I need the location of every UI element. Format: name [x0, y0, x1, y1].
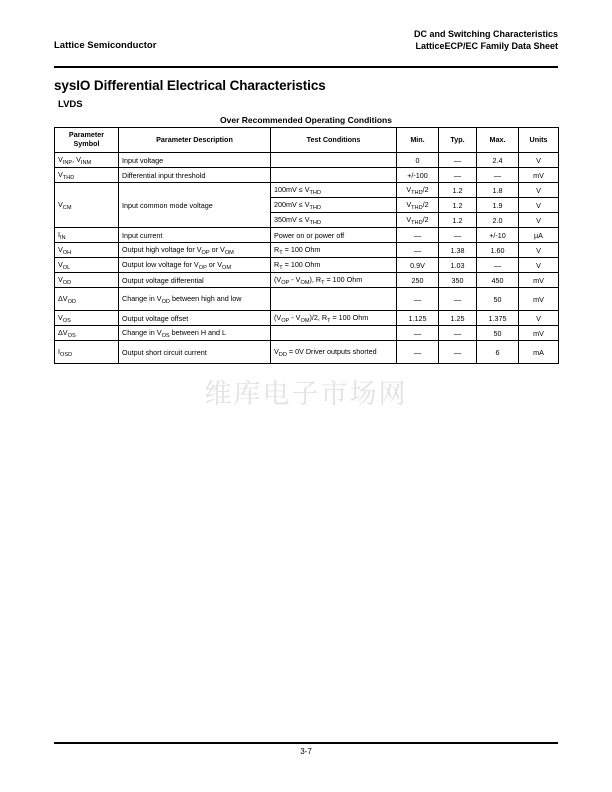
page-title: sysIO Differential Electrical Characteristics [54, 78, 326, 93]
cell-min-value: $V_{THD}/2$ [397, 198, 439, 213]
cell-units: µA [519, 228, 559, 243]
cell-parameter-symbol: $V_{THD}$ [55, 168, 119, 183]
company-name: Lattice Semiconductor [54, 40, 157, 52]
cell-units: V [519, 258, 559, 273]
cell-units: mV [519, 326, 559, 341]
table-body [55, 153, 559, 364]
cell-parameter-description: Input common mode voltage [119, 183, 271, 228]
column-header-units: Units [519, 128, 559, 153]
cell-test-conditions: $100mV \le V_{THD}$ [271, 183, 397, 198]
cell-test-conditions [271, 288, 397, 311]
cell-min-value: — [397, 326, 439, 341]
table-caption: Over Recommended Operating Conditions [220, 115, 392, 125]
footer-divider [54, 742, 558, 744]
column-header-conditions: Test Conditions [271, 128, 397, 153]
cell-test-conditions: $(V_{OP} - V_{OM})/2$, $R_T = 100$ Ohm [271, 311, 397, 326]
lvds-specification-table [54, 127, 559, 364]
cell-min-value: — [397, 288, 439, 311]
cell-parameter-symbol: $I_{IN}$ [55, 228, 119, 243]
cell-parameter-description: Output short circuit current [119, 341, 271, 364]
table-row [55, 258, 559, 273]
cell-typ-value: 1.38 [439, 243, 477, 258]
cell-max-value: 1.8 [477, 183, 519, 198]
column-header-symbol [55, 128, 119, 153]
cell-max-value: 1.60 [477, 243, 519, 258]
cell-parameter-description: Output low voltage for $V_{OP}$ or $V_{OM}$ [119, 258, 271, 273]
document-family-name: LatticeECP/EC Family Data Sheet [415, 41, 558, 52]
cell-min-value: 0 [397, 153, 439, 168]
cell-max-value: 450 [477, 273, 519, 288]
cell-typ-value: — [439, 168, 477, 183]
cell-max-value: 50 [477, 288, 519, 311]
cell-parameter-symbol: $V_{OS}$ [55, 311, 119, 326]
cell-test-conditions: $(V_{OP} - V_{OM})$, $R_T = 100$ Ohm [271, 273, 397, 288]
watermark: 维库电子市场网 [204, 379, 408, 410]
cell-test-conditions [271, 168, 397, 183]
cell-parameter-symbol: $V_{INP}$, $V_{INM}$ [55, 153, 119, 168]
cell-parameter-description: Input voltage [119, 153, 271, 168]
column-header-typ: Typ. [439, 128, 477, 153]
cell-max-value: 2.0 [477, 213, 519, 228]
cell-max-value: 50 [477, 326, 519, 341]
table-row [55, 153, 559, 168]
cell-max-value: 2.4 [477, 153, 519, 168]
cell-typ-value: — [439, 288, 477, 311]
cell-parameter-description: Differential input threshold [119, 168, 271, 183]
cell-parameter-description: Output high voltage for $V_{OP}$ or $V_{OM}$ [119, 243, 271, 258]
cell-parameter-symbol: $V_{OD}$ [55, 273, 119, 288]
cell-min-value: — [397, 228, 439, 243]
header-divider [54, 66, 558, 68]
cell-min-value: $V_{THD}/2$ [397, 213, 439, 228]
cell-parameter-symbol: $\Delta V_{OS}$ [55, 326, 119, 341]
cell-parameter-symbol: $\Delta V_{OD}$ [55, 288, 119, 311]
cell-typ-value: 350 [439, 273, 477, 288]
cell-max-value: +/-10 [477, 228, 519, 243]
cell-typ-value: 1.25 [439, 311, 477, 326]
cell-test-conditions: $200mV \le V_{THD}$ [271, 198, 397, 213]
cell-parameter-description: Change in $V_{OD}$ between high and low [119, 288, 271, 311]
page-number: 3-7 [300, 747, 312, 756]
table-row [55, 273, 559, 288]
cell-typ-value: 1.2 [439, 183, 477, 198]
cell-units: V [519, 183, 559, 198]
document-title-block [414, 28, 558, 52]
cell-typ-value: — [439, 153, 477, 168]
cell-min-value: 1.125 [397, 311, 439, 326]
cell-test-conditions [271, 326, 397, 341]
cell-typ-value: 1.2 [439, 213, 477, 228]
cell-test-conditions: $R_T = 100$ Ohm [271, 243, 397, 258]
cell-max-value: — [477, 258, 519, 273]
table-row [55, 228, 559, 243]
table-row [55, 183, 559, 198]
cell-min-value: — [397, 243, 439, 258]
cell-units: V [519, 153, 559, 168]
cell-test-conditions: Power on or power off [271, 228, 397, 243]
cell-typ-value: — [439, 228, 477, 243]
cell-typ-value: 1.03 [439, 258, 477, 273]
table-row [55, 311, 559, 326]
cell-parameter-description: Input current [119, 228, 271, 243]
cell-units: V [519, 243, 559, 258]
cell-test-conditions: $R_T = 100$ Ohm [271, 258, 397, 273]
cell-test-conditions [271, 153, 397, 168]
cell-parameter-description: Change in $V_{OS}$ between H and L [119, 326, 271, 341]
cell-max-value: 1.375 [477, 311, 519, 326]
document-section-name: DC and Switching Characteristics [413, 29, 558, 39]
cell-test-conditions: $350mV \le V_{THD}$ [271, 213, 397, 228]
cell-parameter-symbol: $I_{OSD}$ [55, 341, 119, 364]
table-row [55, 326, 559, 341]
cell-parameter-symbol: $V_{OH}$ [55, 243, 119, 258]
cell-max-value: — [477, 168, 519, 183]
subsection-title: LVDS [58, 99, 83, 110]
cell-units: V [519, 198, 559, 213]
cell-max-value: 6 [477, 341, 519, 364]
cell-min-value: $V_{THD}/2$ [397, 183, 439, 198]
cell-units: mV [519, 168, 559, 183]
table-row [55, 243, 559, 258]
table-header-row [55, 128, 559, 153]
cell-units: mV [519, 288, 559, 311]
column-header-symbol-line2: Symbol [73, 139, 100, 148]
column-header-symbol-line1: Parameter [68, 130, 105, 140]
cell-units: V [519, 213, 559, 228]
cell-typ-value: 1.2 [439, 198, 477, 213]
cell-typ-value: — [439, 326, 477, 341]
cell-min-value: +/-100 [397, 168, 439, 183]
page-header [54, 28, 558, 52]
cell-parameter-description: Output voltage differential [119, 273, 271, 288]
cell-min-value: — [397, 341, 439, 364]
table-row [55, 341, 559, 364]
column-header-min: Min. [397, 128, 439, 153]
cell-parameter-description: Output voltage offset [119, 311, 271, 326]
cell-max-value: 1.9 [477, 198, 519, 213]
cell-parameter-symbol: $V_{CM}$ [55, 183, 119, 228]
cell-min-value: 0.9V [397, 258, 439, 273]
cell-min-value: 250 [397, 273, 439, 288]
column-header-max: Max. [477, 128, 519, 153]
cell-test-conditions: $V_{DD} = 0V$ Driver outputs shorted [271, 341, 397, 364]
cell-parameter-symbol: $V_{OL}$ [55, 258, 119, 273]
cell-units: mA [519, 341, 559, 364]
table-row [55, 168, 559, 183]
table-row [55, 288, 559, 311]
cell-typ-value: — [439, 341, 477, 364]
cell-units: V [519, 311, 559, 326]
cell-units: mV [519, 273, 559, 288]
column-header-description: Parameter Description [119, 128, 271, 153]
